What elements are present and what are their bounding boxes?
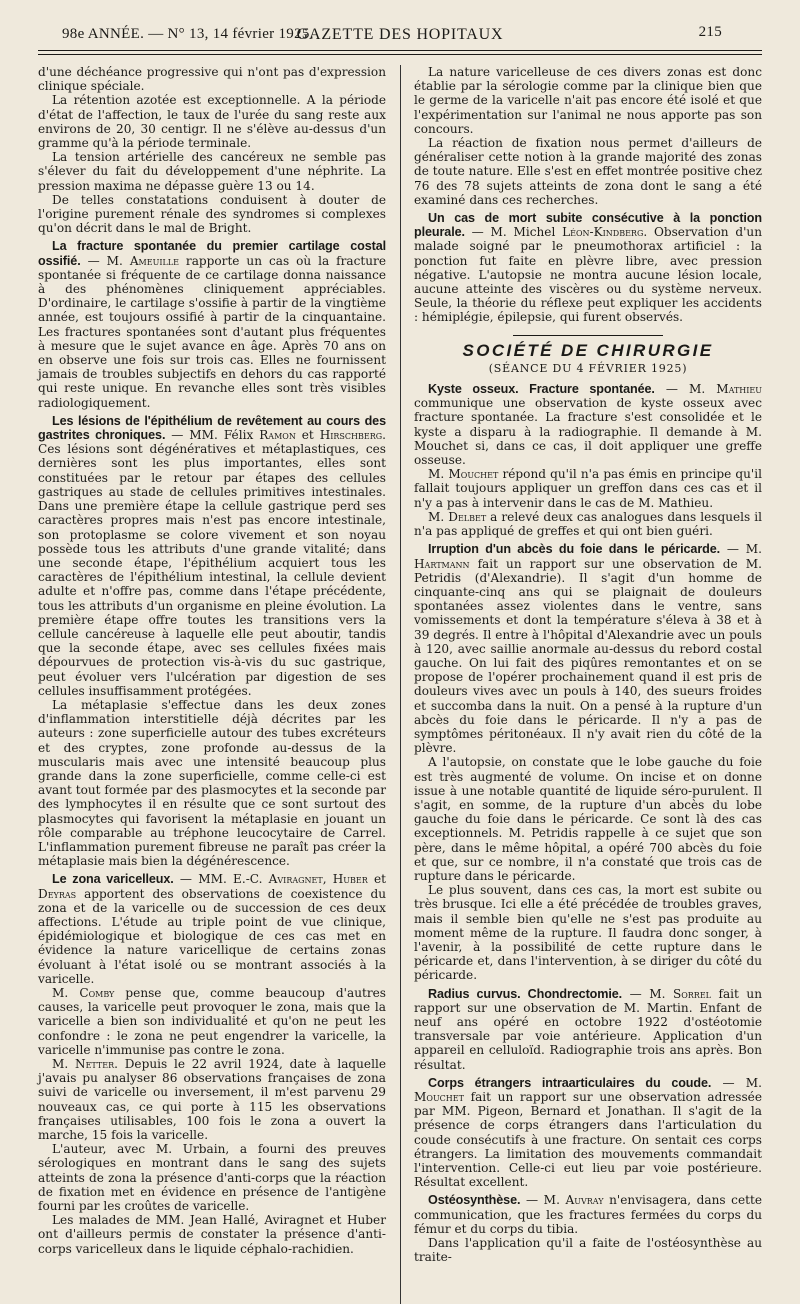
article-heading: Corps étrangers intraarticulaires du coude. [428, 1075, 712, 1090]
article-fracture-cartilage: La fracture spontanée du premier cartilage costal ossifié. — M. Ameuille rapporte un cas où la fracture spontanée si fréquente de ce cartilage donna naissance à des phénomènes cliniquement appréciables. D'ordinaire, le cartilage s'ossifie à partir de la vingtième année, est toujours ossifié à partir de la cinquantaine. Les fractures spontanées sont d'autant plus fréquentes à mesure que le sujet avance en âge. Après 70 ans on en observe une fois sur trois cas. Elles ne fournissent jamais de troubles subjectifs en dehors du cas rapporté qui reste unique. En revanche elles sont très visibles radiologiquement. [38, 239, 386, 410]
article-corps-etrangers: Corps étrangers intraarticulaires du coude. — M. Mouchet fait un rapport sur une observation adressée par MM. Pigeon, Bernard et Jonathan. Il s'agit de la présence de corps étrangers dans l'articulation du coude consécutifs à une fracture. On sentait ces corps étrangers. La limitation des mouvements commandait l'intervention. Celle-ci eut lieu par voie postérieure. Résultat excellent. [414, 1075, 762, 1190]
journal-title: GAZETTE DES HOPITAUX [296, 26, 504, 43]
paragraph: La nature varicelleuse de ces divers zonas est donc établie par la sérologie comme par la clinique bien que le germe de la varicelle n'ait pas encore été isolé et que l'expérimentation sur l'animal ne nous apporte pas son concours. [414, 65, 762, 136]
author-name: Netter [75, 1057, 115, 1072]
paragraph: M. Comby pense que, comme beaucoup d'autres causes, la varicelle peut provoquer le zona, mais que la varicelle a bien son individualité et qu'on ne peut les confondre : le zona ne peut engendrer la varicelle, la varicelle n'immunise pas contre le zona. [38, 986, 386, 1057]
author-name: Mouchet [448, 467, 499, 482]
paragraph: De telles constatations conduisent à douter de l'origine purement rénale des syndromes si complexes qu'on décrit dans le mal de Bright. [38, 192, 386, 236]
article-heading: Le zona varicelleux. [52, 872, 174, 887]
author-name: Sorrel [672, 986, 711, 1001]
paragraph: Dans l'application qu'il a faite de l'ostéosynthèse au traite- [414, 1236, 762, 1265]
author-name: Hartmann [414, 556, 470, 571]
right-column [414, 65, 762, 1264]
paragraph: Le plus souvent, dans ces cas, la mort est subite ou très brusque. Ici elle a été précédée de troubles graves, mais il semble bien qu'elle ne s'est pas produite au moment même de la rupture. Il faudra donc songer, à l'avenir, à la possibilité de cette rupture dans le péricarde et, dans l'intervention, à se diriger du côté du péricarde. [414, 883, 762, 983]
article-heading: Irruption d'un abcès du foie dans le péricarde. [428, 542, 721, 557]
article-radius-curvus: Radius curvus. Chondrectomie. — M. Sorrel fait un rapport sur une observation de M. Martin. Enfant de neuf ans opéré en octobre 1922 d'ostéotomie transversale par voie antérieure. Application d'un appareil en celluloïd. Radiographie trois ans après. Bon résultat. [414, 986, 762, 1072]
article-heading: Ostéosynthèse. [428, 1193, 521, 1208]
paragraph: d'une déchéance progressive qui n'ont pas d'expression clinique spéciale. [38, 65, 386, 94]
author-name: Mouchet [414, 1090, 464, 1105]
paragraph: La métaplasie s'effectue dans les deux zones d'inflammation interstitielle déjà décrites par les auteurs : zone superficielle autour des tubes excréteurs et des cryptes, zone profonde au-dessus de la muscularis mais avec une intensité beaucoup plus grande dans la zone superficielle, comme celle-ci est avant tout formée par des plasmocytes et la seconde par des lymphocytes il en résulte que ce sont surtout des plasmocytes qui favorisent la métaplasie en jouant un rôle comparable au tréphone leucocytaire de Carrel. L'inflammation purement fibreuse ne paraît pas créer la métaplasie mais bien la dégénérescence. [38, 697, 386, 869]
paragraph: A l'autopsie, on constate que le lobe gauche du foie est très augmenté de volume. On incise et on donne issue à une notable quantité de liquide séro-purulent. Il s'agit, en somme, de la rupture d'un abcès du lobe gauche du foie dans le péricarde. Ce sont là des cas exceptionnels. M. Petridis rappelle à ce sujet que son père, dans le même hôpital, a opéré 700 abcès du foie et que, sur ce nombre, il n'a constaté que trois cas de rupture dans le péricarde. [414, 755, 762, 883]
author-name: Deyras [38, 886, 77, 901]
paragraph: M. Mouchet répond qu'il n'a pas émis en principe qu'il fallait toujours appliquer un greffon dans ces cas et il n'y a pas à intervenir dans le cas de M. Mathieu. [414, 467, 762, 510]
article-gastrites: Les lésions de l'épithélium de revêtement au cours des gastrites chroniques. — MM. Félix Ramon et Hirschberg. Ces lésions sont dégénératives et métaplastiques, ces dernières sont les plus importantes, elles sont constituées par le retour par étapes des cellules gastriques au stade de cellules primitives intestinales. Dans une première étape la cellule gastrique perd ses caractères propres mais n'est pas encore intestinale, son protoplasme se colore vivement et son noyau possède tous les attributs d'une grande vitalité; dans une seconde étape, l'épithélium acquiert tous les caractères de l'épithélium intestinal, la cellule devient adulte et n'offre pas, comme dans l'étape précédente, tous les attributs d'un organisme en pleine évolution. La première étape offre toutes les transitions vers la cellule cancéreuse à laquelle elle peut aboutir, tandis que la seconde étape, avec ses cellules fixées mais dépourvues de protection vis-à-vis du suc gastrique, peut évoluer vers l'ulcération par digestion de ses cellules insuffisamment protégées. [38, 413, 386, 698]
author-name: Léon-Kindberg [562, 225, 644, 240]
column-divider [400, 65, 401, 1304]
paragraph: M. Netter. Depuis le 22 avril 1924, date à laquelle j'avais pu analyser 86 observations françaises de zona suivi de varicelle ou inversement, il m'est parvenu 29 nouveaux cas, ce qui porte à 115 les observations françaises utilisables, 100 fois le zona a ouvert la marche, 15 fois la varicelle. [38, 1057, 386, 1143]
article-heading: Radius curvus. Chondrectomie. [428, 986, 623, 1001]
paragraph: La rétention azotée est exceptionnelle. A la période d'état de l'affection, le taux de l'urée du sang reste aux environs de 20, 30 centigr. Il ne s'élève au-dessus d'un gramme qu'à la période terminale. [38, 93, 386, 151]
paragraph: M. Delbet a relevé deux cas analogues dans lesquels il n'a pas appliqué de greffes et qui ont bien guéri. [414, 509, 763, 539]
author-name: Mathieu [716, 382, 762, 397]
left-column [38, 65, 386, 1264]
article-heading: Les lésions de l'épithélium de revêtement au cours des gastrites chroniques. [38, 413, 386, 443]
author-name: Delbet [448, 509, 487, 524]
author-name: Comby [79, 986, 115, 1000]
session-date: (SÉANCE DU 4 FÉVRIER 1925) [488, 361, 688, 375]
article-zona: Le zona varicelleux. — MM. E.-C. Aviragnet, Huber et Deyras apportent des observations de coexistence du zona et de la varicelle ou de succession de ces deux affections. L'étude au triple point de vue clinique, épidémiologique et biologique de ces cas met en évidence la nature varicellique de certains zonas évoluant à l'état isolé ou se montrant associés à la varicelle. [38, 872, 386, 986]
author-name: Ramon [259, 428, 296, 443]
author-name: Hirschberg [319, 428, 383, 443]
paragraph: La réaction de fixation nous permet d'ailleurs de généraliser cette notion à la grande majorité des zonas de toute nature. Elle s'est en effet montrée positive chez 76 des 78 sujets atteints de zona dont le sang a été examiné dans ces recherches. [414, 136, 762, 207]
columns [38, 65, 762, 1264]
author-name: Auvray [565, 1193, 604, 1208]
article-abces-foie: Irruption d'un abcès du foie dans le péricarde. — M. Hartmann fait un rapport sur une observation de M. Petridis (d'Alexandrie). Il s'agit d'un homme de cinquante-cinq ans qui se plaignait de douleurs spontanées assez violentes dans le ventre, sans vomissements et dont la température s'éleva à 38 et à 39 degrés. Il entre à l'hôpital d'Alexandrie avec un pouls à 120, avec saillie anormale au-dessus du rebord costal gauche. On lui fait des piqûres remontantes et on se propose de l'opérer prochainement quand il est pris de douleurs vives avec un pouls à 140, des sueurs froides et succomba dans la nuit. On a pensé à la rupture d'un abcès du foie dans le péricarde. Il n'y a pas de symptômes péritonéaux. Il n'y avait rien du côté de la plèvre. [414, 542, 762, 756]
author-name: Aviragnet, Huber [268, 872, 368, 887]
article-heading: La fracture spontanée du premier cartilage costal ossifié. [38, 239, 386, 268]
page-header [38, 14, 762, 44]
header-rule [38, 50, 762, 55]
society-section-title [414, 335, 762, 376]
article-heading: Un cas de mort subite consécutive à la ponction pleurale. [414, 211, 762, 240]
article-mort-subite: Un cas de mort subite consécutive à la ponction pleurale. — M. Michel Léon-Kindberg. Observation d'un malade soigné par le pneumothorax artificiel : la ponction fut faite en plèvre libre, avec pression négative. L'autopsie ne montra aucune lésion locale, aucune atteinte des viscères ou du système nerveux. Seule, la théorie du réflexe peut expliquer les accidents : hémiplégie, épilepsie, qui furent observés. [414, 211, 762, 325]
article-heading: Kyste osseux. Fracture spontanée. [428, 382, 655, 397]
paragraph: Les malades de MM. Jean Hallé, Aviragnet et Huber ont d'ailleurs permis de constater la présence d'anti-corps varicelleux dans le liquide céphalo-rachidien. [38, 1213, 386, 1256]
society-title: SOCIÉTÉ DE CHIRURGIE [462, 340, 714, 360]
author-name: Ameuille [129, 253, 179, 268]
page-number: 215 [698, 24, 722, 40]
paragraph: L'auteur, avec M. Urbain, a fourni des preuves sérologiques en montrant dans le sang des sujets atteints de zona la présence d'anti-corps que la réaction de fixation met en évidence en présence de l'antigène fourni par les croûtes de varicelle. [38, 1142, 386, 1214]
paragraph: La tension artérielle des cancéreux ne semble pas s'élever du fait du développement d'une néphrite. La pression maxima ne dépasse guère 13 ou 14. [38, 150, 386, 193]
issue-line: 98e ANNÉE. — N° 13, 14 février 1925. [62, 26, 314, 42]
section-rule [513, 335, 663, 336]
article-kyste: Kyste osseux. Fracture spontanée. — M. Mathieu communique une observation de kyste osseux avec fracture spontanée. La fracture s'est consolidée et le kyste a disparu à la radiographie. Il demande à M. Mouchet si, dans ce cas, il doit appliquer une greffe osseuse. [414, 382, 762, 468]
article-osteosynthese: Ostéosynthèse. — M. Auvray n'envisagera, dans cette communication, que les fractures fermées du corps du fémur et du corps du tibia. [414, 1193, 762, 1236]
